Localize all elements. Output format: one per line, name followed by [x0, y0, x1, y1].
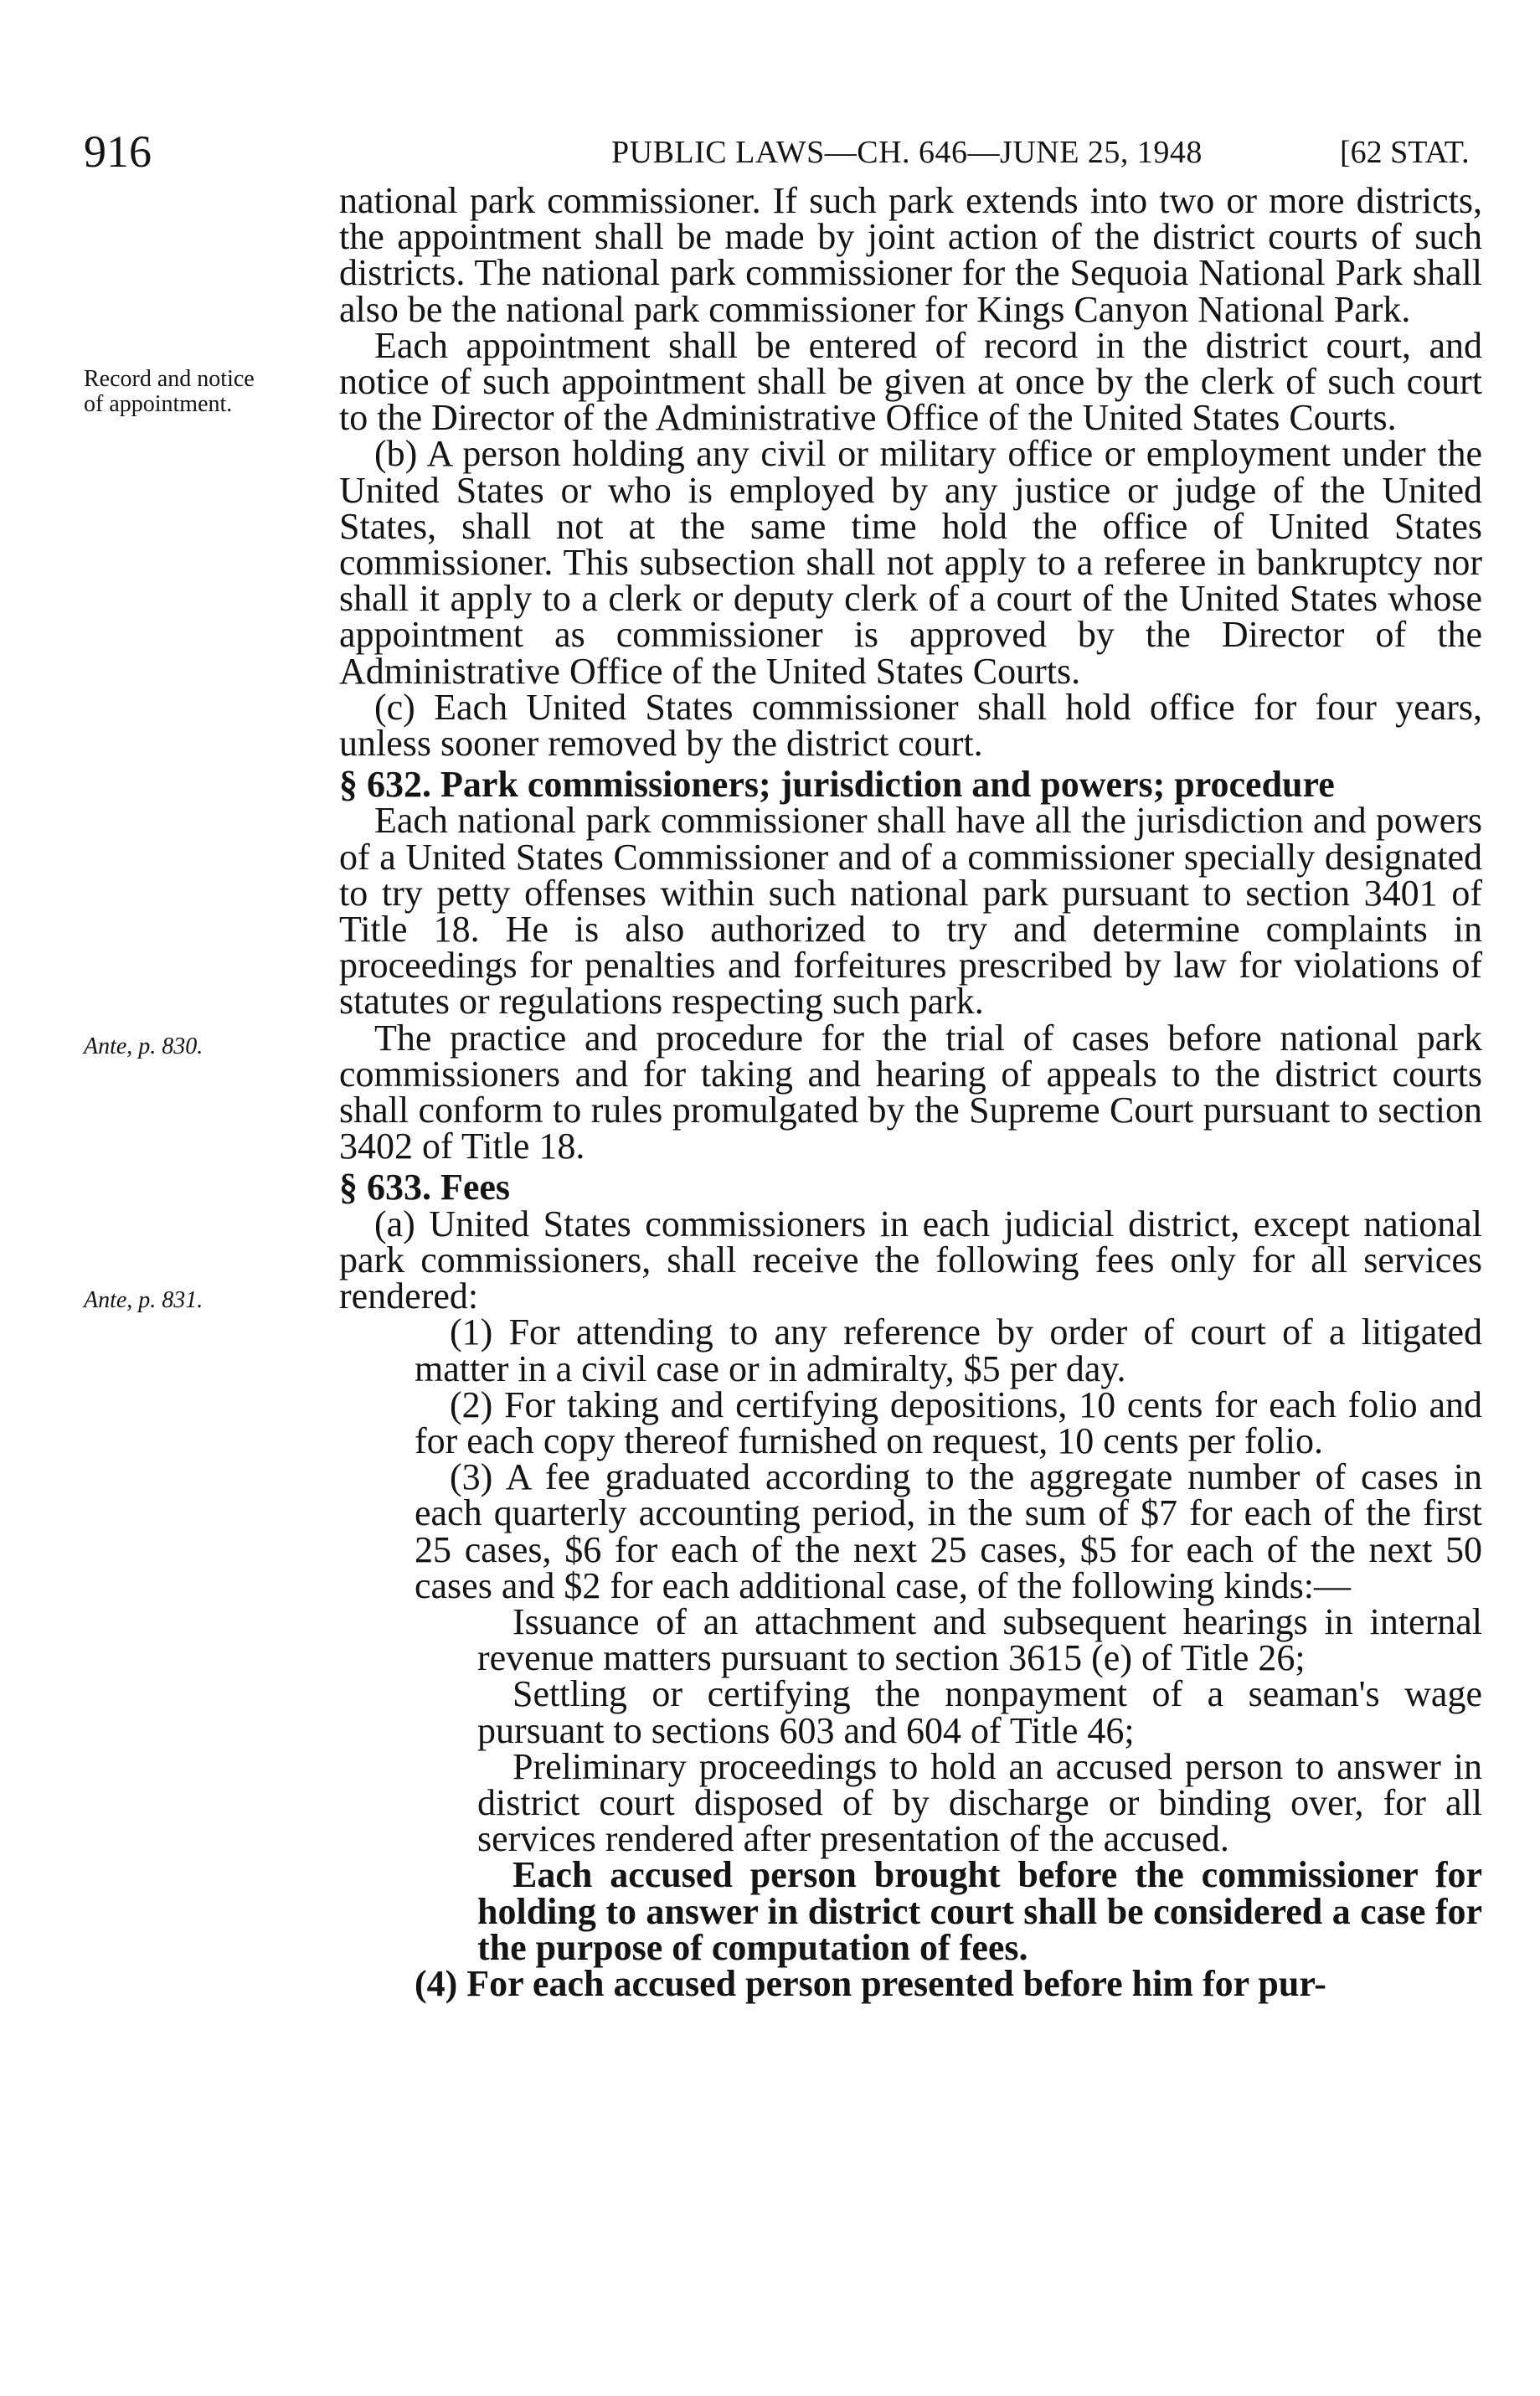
fee-item-3: (3) A fee graduated according to the aggregate number of cases in each quarterly accounting period, in the sum of $7 for each of the first 25 cases, $6 for each of the next 25 cases, $5 for each of the next 50 cases and $2 for each additional case, of the following kinds:— [415, 1456, 1482, 1606]
fee-kind-attachment: Issuance of an attachment and subsequent hearings in internal revenue matters pursuant to section 3615 (e) of Title 26; [477, 1600, 1482, 1679]
paragraph-subsection-c: (c) Each United States commissioner shall hold office for four years, unless sooner removed by the district court. [339, 686, 1482, 765]
margin-note-record-notice: Record and notice of appointment. [84, 366, 255, 417]
paragraph-appointment-record: Each appointment shall be entered of record in the district court, and notice of such appointment shall be given at once by the clerk of such court to the Director of the Administrative Office of the United States Courts. [339, 324, 1482, 439]
margin-note-ante-830: Ante, p. 830. [84, 1033, 203, 1059]
paragraph-continued: national park commissioner. If such park extends into two or more districts, the appointment shall be made by joint action of the district courts of such districts. The national park commissioner for the Sequoia National Park shall also be the national park commissioner for Kings Canyon National Park. [339, 180, 1482, 330]
fee-item-2: (2) For taking and certifying depositions, 10 cents for each folio and for each copy thereof furnished on request, 10 cents per folio. [415, 1383, 1482, 1461]
fee-item-4: (4) For each accused person presented before him for pur- [415, 1962, 1326, 2004]
document-body [339, 180, 1482, 2004]
paragraph-632-procedure: The practice and procedure for the trial of cases before national park commissioners and for taking and hearing of appeals to the district courts shall conform to rules promulgated by the Supreme Court pursuant to section 3402 of Title 18. [339, 1017, 1482, 1167]
paragraph-subsection-b: (b) A person holding any civil or military office or employment under the United States or who is employed by any justice or judge of the United States, shall not at the same time hold the office of United States commissioner. This subsection shall not apply to a referee in bankruptcy nor shall it apply to a clerk or deputy clerk of a court of the United States whose appointment as commissioner is approved by the Director of the Administrative Office of the United States Courts. [339, 433, 1482, 692]
margin-note-ante-831: Ante, p. 831. [84, 1287, 203, 1313]
running-head: PUBLIC LAWS—CH. 646—JUNE 25, 1948 [611, 135, 1203, 170]
fee-kind-preliminary-proceedings: Preliminary proceedings to hold an accused person to answer in district court disposed of by discharge or binding over, for all services rendered after presentation of the accused. [477, 1745, 1482, 1860]
section-632-heading: § 632. Park commissioners; jurisdiction and powers; procedure [339, 764, 1335, 806]
volume-reference: [62 STAT. [1340, 135, 1470, 170]
fee-item-1: (1) For attending to any reference by order of court of a litigated matter in a civil case or in admiralty, $5 per day. [415, 1311, 1482, 1389]
fee-kind-accused-person: Each accused person brought before the commissioner for holding to answer in district court shall be considered a case for the purpose of computation of fees. [477, 1854, 1482, 1968]
paragraph-633-a: (a) United States commissioners in each judicial district, except national park commissioners, shall receive the following fees only for all services rendered: [339, 1203, 1482, 1317]
section-633-heading: § 633. Fees [339, 1167, 511, 1208]
page-header [0, 126, 1540, 176]
paragraph-632-jurisdiction: Each national park commissioner shall have all the jurisdiction and powers of a United States Commissioner and of a commissioner specially designated to try petty offenses within such national park pursuant to section 3401 of Title 18. He is also authorized to try and determine complaints in proceedings for penalties and forfeitures prescribed by law for violations of statutes or regulations respecting such park. [339, 800, 1482, 1023]
page-number: 916 [84, 126, 152, 177]
fee-kind-seaman-wage: Settling or certifying the nonpayment of a seaman's wage pursuant to sections 603 and 604 of Title 46; [477, 1673, 1482, 1751]
